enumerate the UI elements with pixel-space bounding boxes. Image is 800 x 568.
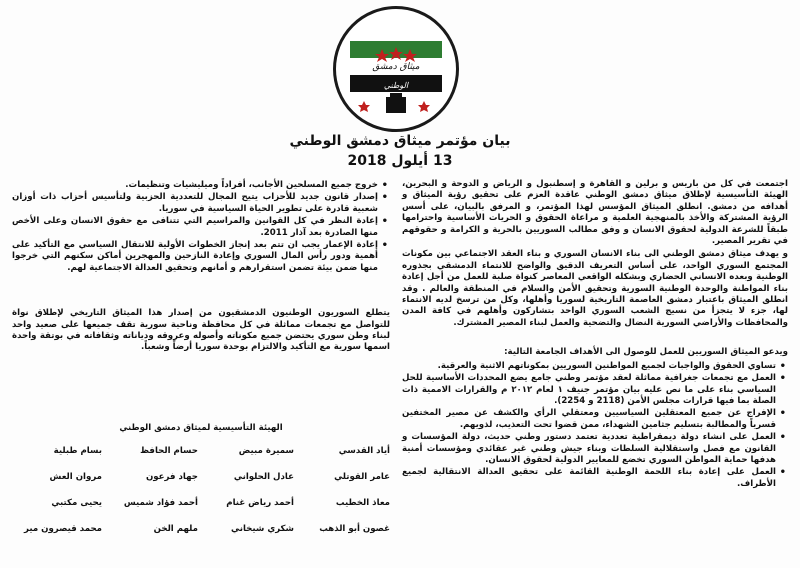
charter-logo [333,6,459,132]
founding-committee [12,423,390,534]
member-name: عامر القوتلي [334,472,390,482]
committee-names [12,446,390,534]
demand-item: • خروج جميع المسلحين الأجانب، أفراداً وميليشيات وتنظيمات. [12,180,378,191]
member-name: سميرة مبيض [238,446,294,456]
goal-item: • العمل على انشاء دولة ديمقراطية تعددية تعتمد دستور وطني حديث، دولة المؤسسات و القانون مع فصل واستقلالية السلطات وبناء جيش وطني غير عقائدي ومؤسسات أمنية هدفها حماية المواطن السوري تخضع للمعايير الدولية لحقوق الانسان. [402,432,776,466]
member-name: شكري شيخاني [231,524,294,534]
statement-header [250,131,550,171]
demand-item: • إعادة الإعمار يجب ان تتم بعد إنجاز الخطوات الأولية للانتقال السياسي مع التأكيد على أهمية ودور رأس المال السوري وإعادة النازحين والمهجرين أماكن سكنهم التي خرجوا منها ضمن بيئة تضمن استقرارهم و أمانهم وتحقيق العدالة الاجتماعية لهم. [12,240,378,274]
svg-text:ميثاق دمشق: ميثاق دمشق [372,62,420,72]
goals-list [402,361,788,490]
statement-title: بيان مؤتمر ميثاق دمشق الوطني [289,133,511,149]
member-name: مروان العش [49,472,102,482]
committee-title: الهيئة التأسيسية لميثاق دمشق الوطني [119,423,283,433]
demand-item: • إعادة النظر في كل القوانين والمراسيم التي تتنافى مع حقوق الانسان وعلى الأخص منها الصادرة بعد آذار 2011. [12,216,378,239]
member-name: محمد قيصرون مير [23,524,102,534]
intro-paragraph: اجتمعت في كل من باريس و برلين و القاهرة و إسطنبول و الرياض و الدوحة و البحرين، الهيئة التأسيسية لإطلاق ميثاق دمشق الوطني عاقدة العزم على تحقيق رؤية الميثاق و أهدافه من دمشق. انطلق الميثاق المؤسس لهذا المؤتمر، و المرفق بالبيان، على أسس الرؤية المشتركة والأخذ بالمنهجية العلمية و مراعاة الحقوق و الحريات الأساسية واحترامها طبقاً للشرعة الدولية لحقوق الانسان و وفق مطالب السوريين بالحرية و الكرامة و حقوقهم في تقرير المصير. [402,179,788,247]
demands-list [12,180,390,274]
goal-item: • العمل مع تجمعات جغرافية مماثلة لعقد مؤتمر وطني جامع يضع المحددات الأساسية للحل السياسي بناء على ما نص عليه بيان مؤتمر جنيف ١ لعام ٢٠١٢ م والقرارات الاممية ذات الصلة بما فيها قرارات مجلس الأمن (2118 و 2254). [402,373,776,407]
statement-date: 13 أيلول 2018 [347,153,453,169]
member-name: حسام الحافظ [140,446,198,456]
goal-item: • الإفراج عن جميع المعتقلين السياسيين ومعتقلي الرأي والكشف عن مصير المختفين قسرياً والمطالبة بتسليم جثامين الشهداء، ممن قضوا تحت التعذيب، لذويهم. [402,408,776,431]
member-name: جهاد فرعون [145,472,198,482]
member-name: بسام طبلية [53,446,102,456]
member-name: ملهم الخن [153,524,198,534]
left-column [12,180,390,356]
member-name: عادل الحلواني [233,472,294,482]
charter-goals-paragraph: و يهدف ميثاق دمشق الوطني الى بناء الانسان السوري و بناء العقد الاجتماعي بين مكونات المجتمع السوري الواحد، على أساس التعريف الدقيق والواضح للانتماء الدمشقي بجذوره الوطنية وبعده الانساني الحضاري وبشكله الواقعي المعاصر كنواة صلبة للعمل من أجل إعادة بناء المواطنة والوحدة الوطنية السورية وتحقيق الأمن والسلام في المنطقة والعالم . وقد انطلق الميثاق باعتبار دمشق العاصمة التاريخية لسوريا وأهلها، وكل من ترسخ لديه الانتماء لها، جزء لا يتجزأ من نسيج الشعب السوري الواحد بتشاركون وأهلهم في كافة المدن والمحافظات والأراضي السورية النضال والتضحية والعمل لبناء المصير المشترك. [402,249,788,328]
demand-item: • إصدار قانون جديد للأحزاب يتيح المجال للتعددية الحزبية ولتأسيس أحزاب ذات أوزان شعبية قادرة على تطوير الحياة السياسية في سوريا. [12,192,378,215]
member-name: معاذ الخطيب [335,498,390,508]
member-name: يحيى مكتبي [51,498,102,508]
goal-item: • العمل على إعادة بناء اللحمة الوطنية القائمة على تحقيق العدالة الانتقالية لجميع الأطراف. [402,467,776,490]
svg-text:الوطني: الوطني [383,81,409,90]
member-name: أحمد فؤاد شميس [123,498,198,508]
right-column [402,179,788,491]
logo-emblem [336,9,456,129]
member-name: أحمد رياض غنام [226,498,294,508]
goals-intro: ويدعو الميثاق السوريين للعمل للوصول الى الأهداف الجامعة التالية: [504,347,788,358]
member-name: غصون أبو الذهب [319,524,390,534]
member-name: أياد القدسي [338,446,390,456]
closing-paragraph: يتطلع السوريون الوطنيون الدمشقيون من إصدار هذا الميثاق التاريخي لإطلاق نواة للتواصل مع تجمعات مماثلة في كل محافظة وناحية سورية تقف جميعها على صعيد واحد لبناء وطن سوري يحتضن جميع مكوناته وأصوله وعروقه ودياناته وثقافاته في بوتقة واحدة اسمها سورية مع التأكيد والالتزام بوحدة سوريا أرضاً وشعباً. [12,308,390,353]
goal-item: • تساوي الحقوق والواجبات لجميع المواطنين السوريين بمكوناتهم الاثنية والعرقية. [402,361,776,372]
